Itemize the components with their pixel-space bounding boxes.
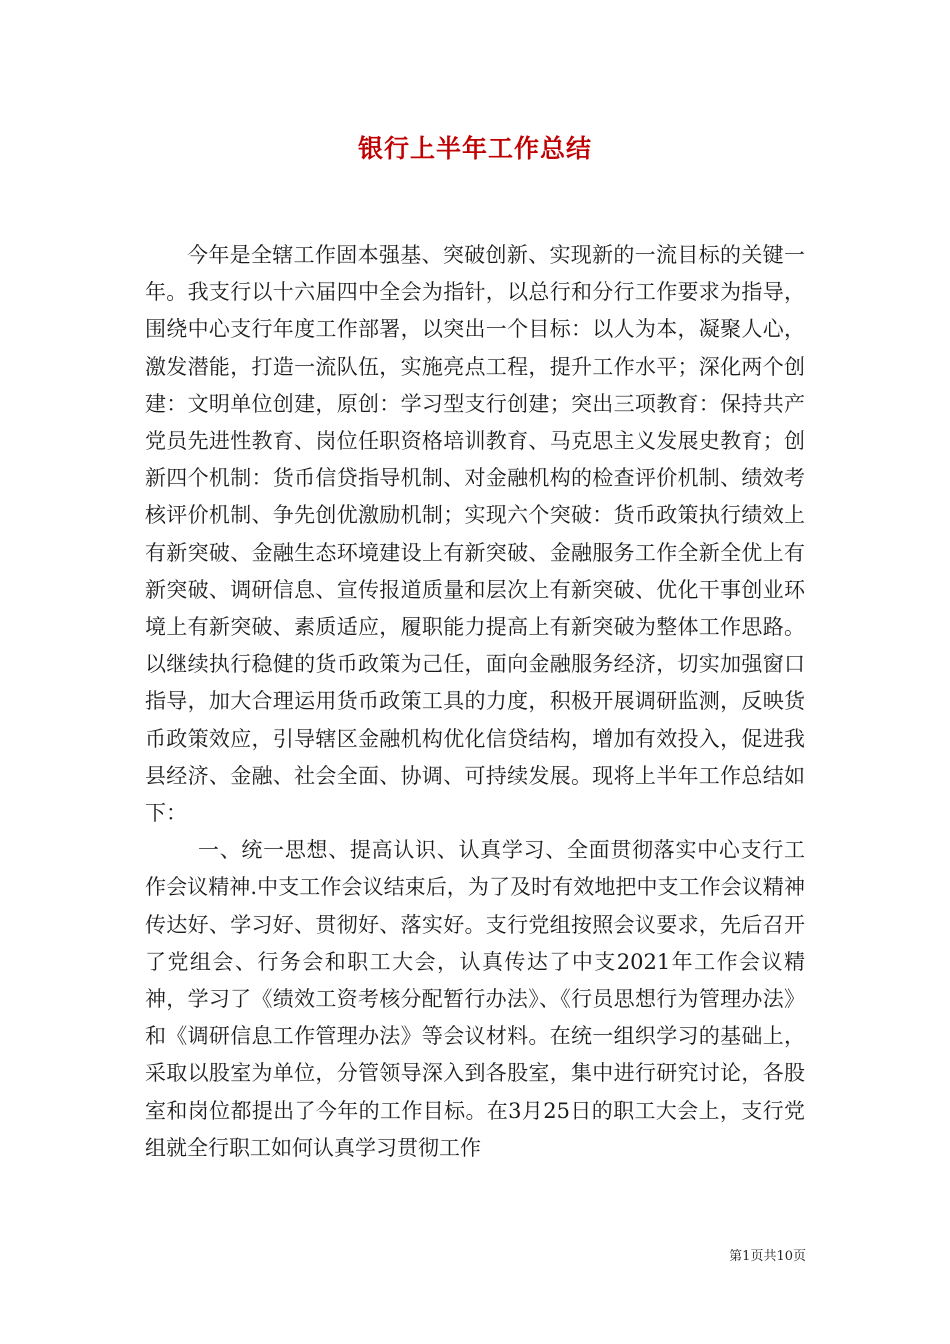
page-number-footer: 第1页共10页 [729, 1249, 806, 1264]
document-title: 银行上半年工作总结 [357, 134, 592, 163]
intro-paragraph: 今年是全辖工作固本强基、突破创新、实现新的一流目标的关键一年。我支行以十六届四中全会为指针，以总行和分行工作要求为指导，围绕中心支行年度工作部署，以突出一个目标：以人为本，凝聚人心，激发潜能，打造一流队伍，实施亮点工程，提升工作水平；深化两个创建：文明单位创建，原创：学习型支行创建；突出三项教育：保持共产党员先进性教育、岗位任职资格培训教育、马克思主义发展史教育；创新四个机制：货币信贷指导机制、对金融机构的检查评价机制、绩效考核评价机制、争先创优激励机制；实现六个突破：货币政策执行绩效上有新突破、金融生态环境建设上有新突破、金融服务工作全新全优上有新突破、调研信息、宣传报道质量和层次上有新突破、优化干事创业环境上有新突破、素质适应，履职能力提高上有新突破为整体工作思路。以继续执行稳健的货币政策为己任，面向金融服务经济，切实加强窗口指导，加大合理运用货币政策工具的力度，积极开展调研监测，反映货币政策效应，引导辖区金融机构优化信贷结构，增加有效投入，促进我县经济、金融、社会全面、协调、可持续发展。现将上半年工作总结如下： [145, 243, 805, 826]
document-body [145, 237, 805, 1167]
section-one-paragraph: 一、统一思想、提高认识、认真学习、全面贯彻落实中心支行工作会议精神.中支工作会议结束后，为了及时有效地把中支工作会议精神传达好、学习好、贯彻好、落实好。支行党组按照会议要求，先后召开了党组会、行务会和职工大会，认真传达了中支2021年工作会议精神，学习了《绩效工资考核分配暂行办法》、《行员思想行为管理办法》和《调研信息工作管理办法》等会议材料。在统一组织学习的基础上，采取以股室为单位，分管领导深入到各股室，集中进行研究讨论，各股室和岗位都提出了今年的工作目标。在3月25日的职工大会上，支行党组就全行职工如何认真学习贯彻工作 [145, 838, 805, 1160]
